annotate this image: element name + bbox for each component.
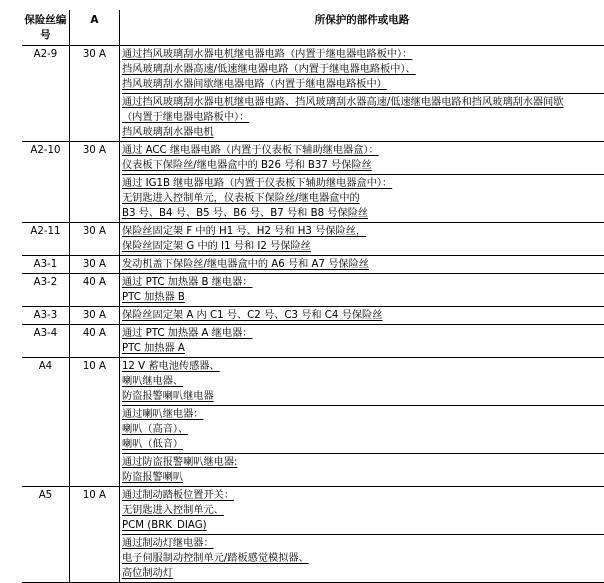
circuit-line: 通过 ACC 继电器电路（内置于仪表板下辅助继电器盒）： [121,145,379,156]
circuit-line: 保险丝固定架 A 内 C1 号、C2 号、C3 号和 C4 号保险丝 [121,310,383,321]
circuit-line: 通过防盗报警喇叭继电器: [121,457,238,468]
fuse-number-cell: A2-11 [22,223,69,256]
amperage-cell: 10 A [69,487,119,583]
table-row [22,307,604,325]
circuit-line: 防盗报警喇叭继电器 [121,391,214,402]
circuit-block [122,46,604,94]
circuit-line: 喇叭继电器、 [121,376,184,387]
circuit-block [122,94,604,141]
amperage-cell: 10 A [69,358,119,487]
circuit-line: 防盗报警喇叭 [121,472,184,483]
circuit-line: 通过 PTC 加热器 A 继电器： [121,328,253,339]
circuit-block [122,535,604,582]
table-row [22,487,604,583]
amperage-cell: 30 A [69,307,119,325]
fuse-number-cell: A3-3 [22,307,69,325]
circuit-block [122,487,604,535]
circuit-line: 挡风玻璃刮水器电机 [121,127,214,138]
circuit-line: 无钥匙进入控制单元，仪表板下保险丝/继电器盒中的 [121,193,360,204]
circuit-block [122,307,604,324]
fuse-table [22,10,604,583]
circuit-line: 通过 IG1B 继电器电路（内置于仪表板下辅助继电器盒中）： [121,178,393,189]
circuit-block [122,454,604,486]
circuit-line: B3 号、B4 号、B5 号、B6 号、B7 号和 B8 号保险丝 [121,208,369,219]
amperage-cell: 40 A [69,325,119,358]
table-row [22,46,604,142]
fuse-number-cell: A3-4 [22,325,69,358]
circuit-line: 喇叭（低音） [121,439,184,450]
protected-circuit-cell [119,325,604,358]
circuit-block [122,325,604,357]
circuit-line: PTC 加热器 B [121,292,185,303]
circuit-line: 通过挡风玻璃刮水器电机继电器电路、挡风玻璃刮水器高速/低速继电器电路和挡风玻璃刮水器间歇 [121,97,564,108]
circuit-line: 通过喇叭继电器： [121,409,204,420]
circuit-line: 通过制动踏板位置开关： [121,490,235,501]
protected-circuit-cell [119,358,604,487]
amperage-cell: 30 A [69,46,119,142]
circuit-line: 通过 PTC 加热器 B 继电器： [121,277,253,288]
protected-circuit-cell [119,46,604,142]
table-header-row [22,10,604,46]
circuit-line: 12 V 蓄电池传感器、 [121,361,220,372]
protected-circuit-cell [119,307,604,325]
protected-circuit-cell [119,274,604,307]
circuit-block [122,142,604,175]
table-row [22,223,604,256]
circuit-line: PTC 加热器 A [121,343,185,354]
circuit-line: PCM (BRK_DIAG) [121,520,207,531]
protected-circuit-cell [119,487,604,583]
circuit-line: 通过制动灯继电器： [121,538,214,549]
circuit-line: 挡风玻璃刮水器间歇继电器电路（内置于继电器电路板中） [121,79,387,90]
protected-circuit-cell [119,142,604,223]
fuse-number-cell: A5 [22,487,69,583]
table-row [22,358,604,487]
circuit-line: 保险丝固定架 F 中的 H1 号、H2 号和 H3 号保险丝， [121,226,367,237]
circuit-line: 发动机盖下保险丝/继电器盒中的 A6 号和 A7 号保险丝 [121,259,369,270]
fuse-number-cell: A3-1 [22,256,69,274]
fuse-table-page [22,10,604,583]
circuit-line: 仪表板下保险丝/继电器盒中的 B26 号和 B37 号保险丝 [121,160,372,171]
circuit-line: 无钥匙进入控制单元、 [121,505,224,516]
fuse-number-cell: A4 [22,358,69,487]
circuit-block [122,358,604,406]
circuit-block [122,406,604,454]
table-row [22,256,604,274]
table-row [22,325,604,358]
circuit-line: 保险丝固定架 G 中的 I1 号和 I2 号保险丝 [121,241,311,252]
circuit-line: 通过挡风玻璃刮水器电机继电器电路（内置于继电器电路板中）： [121,49,413,60]
amperage-cell: 30 A [69,142,119,223]
amperage-cell: 30 A [69,256,119,274]
circuit-line: 喇叭（高音）、 [121,424,189,435]
protected-circuit-cell [119,223,604,256]
amperage-cell: 30 A [69,223,119,256]
fuse-table-body [22,46,604,583]
amperage-header: A [69,10,119,46]
protected-circuit-header: 所保护的部件或电路 [119,10,604,46]
table-row [22,274,604,307]
fuse-number-cell: A2-9 [22,46,69,142]
circuit-block [122,223,604,255]
circuit-line: （内置于继电器电路板中）： [121,112,250,123]
circuit-line: 挡风玻璃刮水器高速/低速继电器电路（内置于继电器电路板中）、 [121,64,416,75]
circuit-block [122,256,604,273]
table-row [22,142,604,223]
circuit-block [122,274,604,306]
protected-circuit-cell [119,256,604,274]
fuse-number-cell: A3-2 [22,274,69,307]
amperage-cell: 40 A [69,274,119,307]
circuit-line: 电子伺服制动控制单元/踏板感觉模拟器、 [121,553,309,564]
fuse-number-header: 保险丝编 号 [22,10,69,46]
circuit-block [122,175,604,222]
circuit-line: 高位制动灯 [121,568,173,579]
fuse-number-cell: A2-10 [22,142,69,223]
